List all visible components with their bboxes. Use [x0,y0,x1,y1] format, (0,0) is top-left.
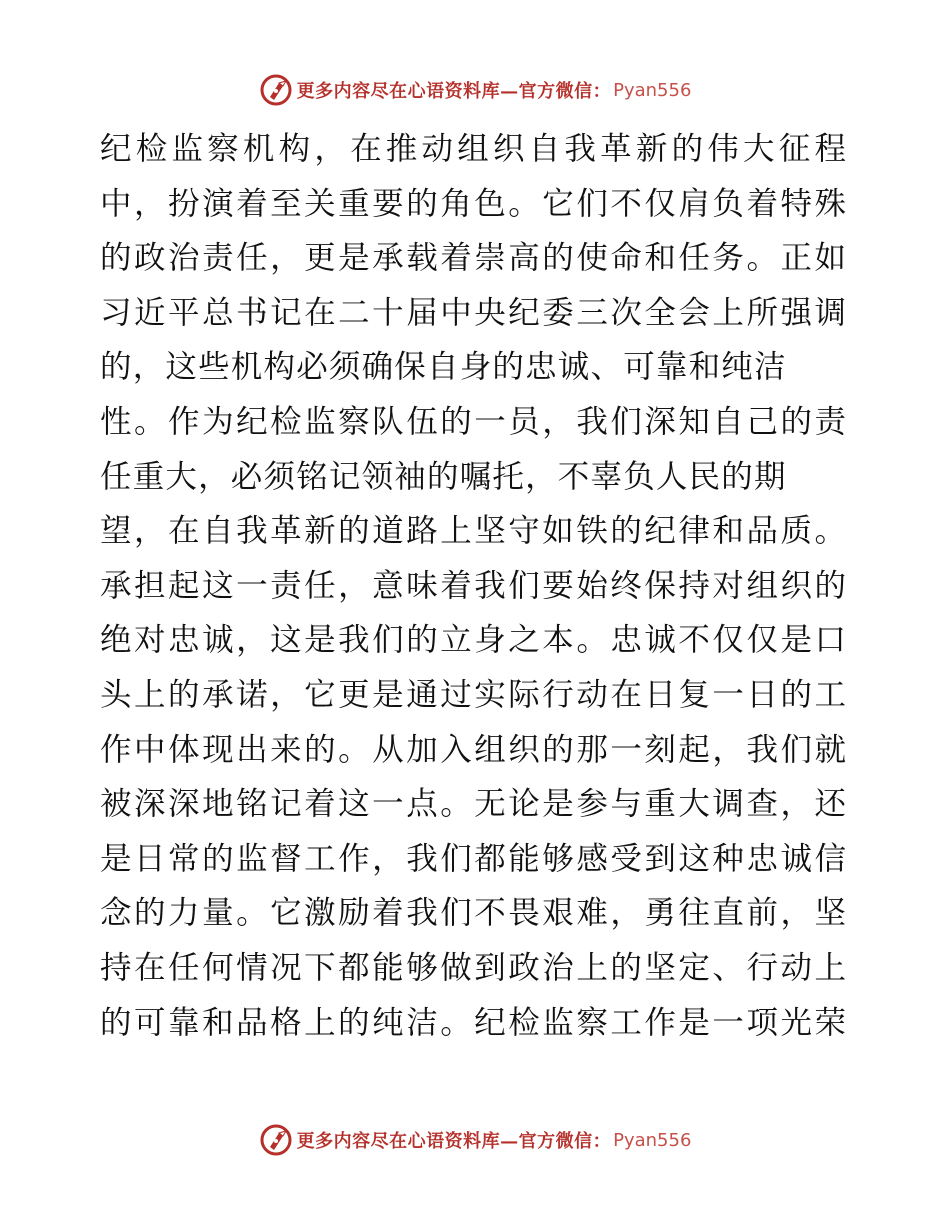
text-line-16: 持在任何情况下都能够做到政治上的坚定、行动上 [100,949,846,986]
text-line-4: 习近平总书记在二十届中央纪委三次全会上所强调 [100,294,846,331]
text-line-15: 念的力量。它激励着我们不畏艰难，勇往直前，坚 [100,895,846,932]
text-line-17: 的可靠和品格上的纯洁。纪检监察工作是一项光荣 [100,1004,846,1041]
text-line-7: 任重大，必须铭记领袖的嘱托，不辜负人民的期 [100,458,787,495]
text-line-6: 性。作为纪检监察队伍的一员，我们深知自己的责 [100,403,846,440]
text-line-5: 的，这些机构必须确保自身的忠诚、可靠和纯洁 [100,349,787,386]
text-line-3: 的政治责任，更是承载着崇高的使命和任务。正如 [100,240,846,277]
pen-nib-circle-icon [259,1123,293,1157]
text-line-14: 是日常的监督工作，我们都能够感受到这种忠诚信 [100,840,846,877]
text-line-13: 被深深地铭记着这一点。无论是参与重大调查，还 [100,786,846,823]
footer-watermark [0,1120,950,1160]
watermark-text: 更多内容尽在心语资料库—官方微信： [296,81,612,102]
watermark-account: Pyan556 [613,79,692,101]
text-line-2: 中，扮演着至关重要的角色。它们不仅肩负着特殊 [100,185,846,222]
text-line-11: 头上的承诺，它更是通过实际行动在日复一日的工 [100,676,846,713]
watermark-account: Pyan556 [613,1129,692,1151]
text-line-12: 作中体现出来的。从加入组织的那一刻起，我们就 [100,731,846,768]
document-body [100,122,850,1050]
text-line-1: 纪检监察机构，在推动组织自我革新的伟大征程 [100,131,846,167]
header-watermark [0,70,950,110]
text-line-10: 绝对忠诚，这是我们的立身之本。忠诚不仅仅是口 [100,622,846,659]
watermark-text: 更多内容尽在心语资料库—官方微信： [296,1131,612,1152]
text-line-8: 望，在自我革新的道路上坚守如铁的纪律和品质。 [100,513,846,550]
text-line-9: 承担起这一责任，意味着我们要始终保持对组织的 [100,567,846,604]
pen-nib-circle-icon [259,73,293,107]
